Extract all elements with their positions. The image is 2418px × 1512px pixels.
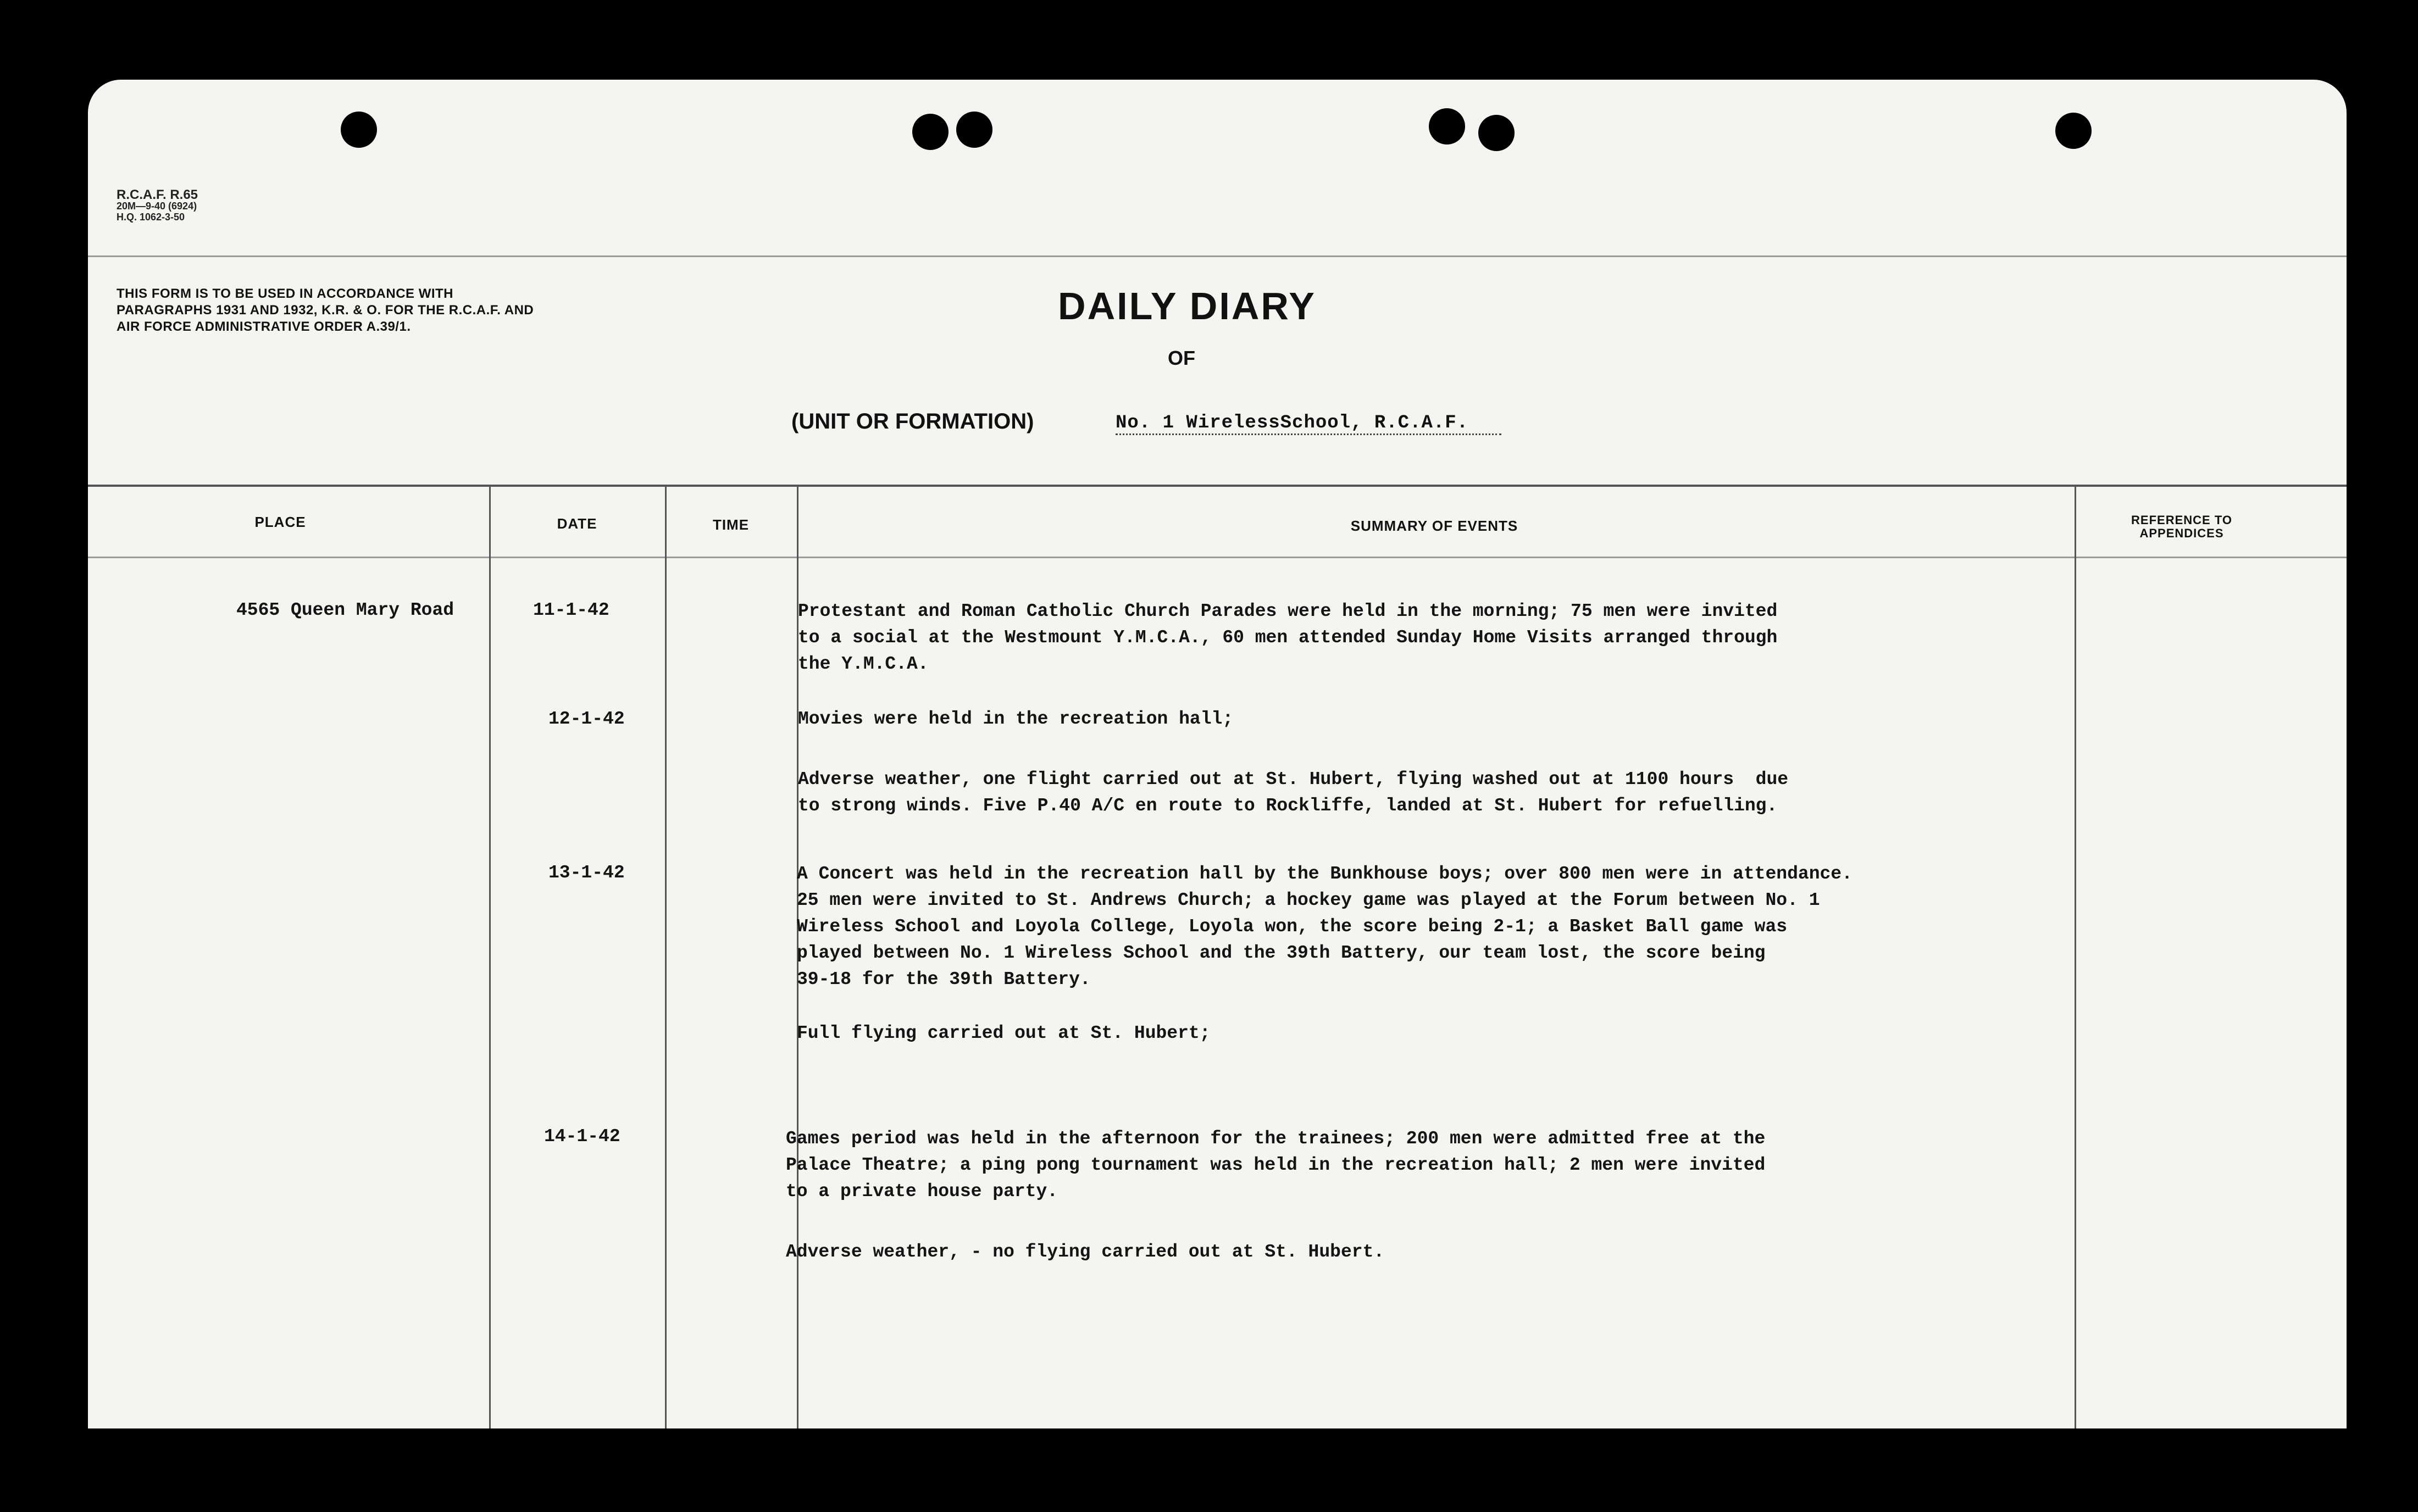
column-header-time: TIME: [712, 516, 750, 533]
unit-label: (UNIT OR FORMATION): [791, 409, 1034, 433]
entry-date: 11-1-42: [533, 600, 609, 620]
summary-line: 39-18 for the 39th Battery.: [797, 969, 1091, 990]
entry-date: 14-1-42: [544, 1126, 620, 1147]
title-of-label: OF: [1168, 347, 1195, 369]
summary-line: Adverse weather, - no flying carried out at St. Hubert.: [786, 1242, 1385, 1262]
diary-form-card: [88, 80, 2347, 1428]
table-top-rule: [88, 485, 2347, 487]
column-header-date: DATE: [557, 515, 597, 532]
form-code: [117, 187, 198, 223]
summary-line: to a private house party.: [786, 1181, 1058, 1202]
summary-line: Palace Theatre; a ping pong tournament was held in the recreation hall; 2 men were invited: [786, 1155, 1766, 1175]
header-rule: [88, 255, 2347, 257]
summary-line: Movies were held in the recreation hall;: [798, 709, 1234, 729]
unit-value: No. 1 WirelessSchool, R.C.A.F.: [1116, 413, 1501, 435]
summary-line: A Concert was held in the recreation hall by the Bunkhouse boys; over 800 men were in attendance.: [797, 864, 1853, 884]
entry-date: 13-1-42: [548, 863, 625, 883]
punch-hole: [2055, 113, 2092, 149]
summary-line: to a social at the Westmount Y.M.C.A., 60 men attended Sunday Home Visits arranged through: [798, 627, 1778, 648]
table-header-rule: [88, 557, 2347, 558]
punch-hole: [341, 112, 377, 148]
summary-line: the Y.M.C.A.: [798, 654, 929, 674]
column-header-place: PLACE: [254, 514, 306, 530]
punch-hole: [1429, 108, 1465, 144]
place-entry: 4565 Queen Mary Road: [236, 600, 454, 620]
form-usage-notice: THIS FORM IS TO BE USED IN ACCORDANCE WITH PARAGRAPHS 1931 AND 1932, K.R. & O. FOR THE R.C.A.F. AND AIR FORCE ADMINISTRATIVE ORDER A.39/1.: [117, 286, 534, 334]
form-code-line: H.Q. 1062-3-50: [117, 212, 185, 223]
punch-hole: [956, 112, 992, 148]
column-divider: [665, 485, 667, 1428]
punch-hole: [912, 114, 949, 150]
column-divider: [2075, 485, 2076, 1428]
column-divider: [489, 485, 491, 1428]
entry-date: 12-1-42: [548, 709, 625, 729]
form-code-line: 20M—9-40 (6924): [117, 201, 197, 212]
summary-line: played between No. 1 Wireless School and the 39th Battery, our team lost, the score being: [797, 943, 1766, 963]
page-title: DAILY DIARY: [1058, 285, 1316, 327]
punch-hole: [1478, 115, 1515, 151]
form-code-line: R.C.A.F. R.65: [117, 187, 198, 202]
column-header-summary: SUMMARY OF EVENTS: [1350, 518, 1518, 534]
summary-line: to strong winds. Five P.40 A/C en route to Rockliffe, landed at St. Hubert for refuelling.: [798, 796, 1778, 816]
summary-line: Games period was held in the afternoon for the trainees; 200 men were admitted free at the: [786, 1129, 1766, 1149]
summary-line: Wireless School and Loyola College, Loyola won, the score being 2-1; a Basket Ball game was: [797, 916, 1788, 937]
summary-line: Adverse weather, one flight carried out at St. Hubert, flying washed out at 1100 hours due: [798, 769, 1789, 790]
summary-line: 25 men were invited to St. Andrews Church; a hockey game was played at the Forum between No. 1: [797, 890, 1820, 910]
summary-line: Protestant and Roman Catholic Church Parades were held in the morning; 75 men were invited: [798, 601, 1778, 621]
summary-line: Full flying carried out at St. Hubert;: [797, 1023, 1211, 1043]
column-header-reference: REFERENCE TO APPENDICES: [2131, 513, 2232, 540]
